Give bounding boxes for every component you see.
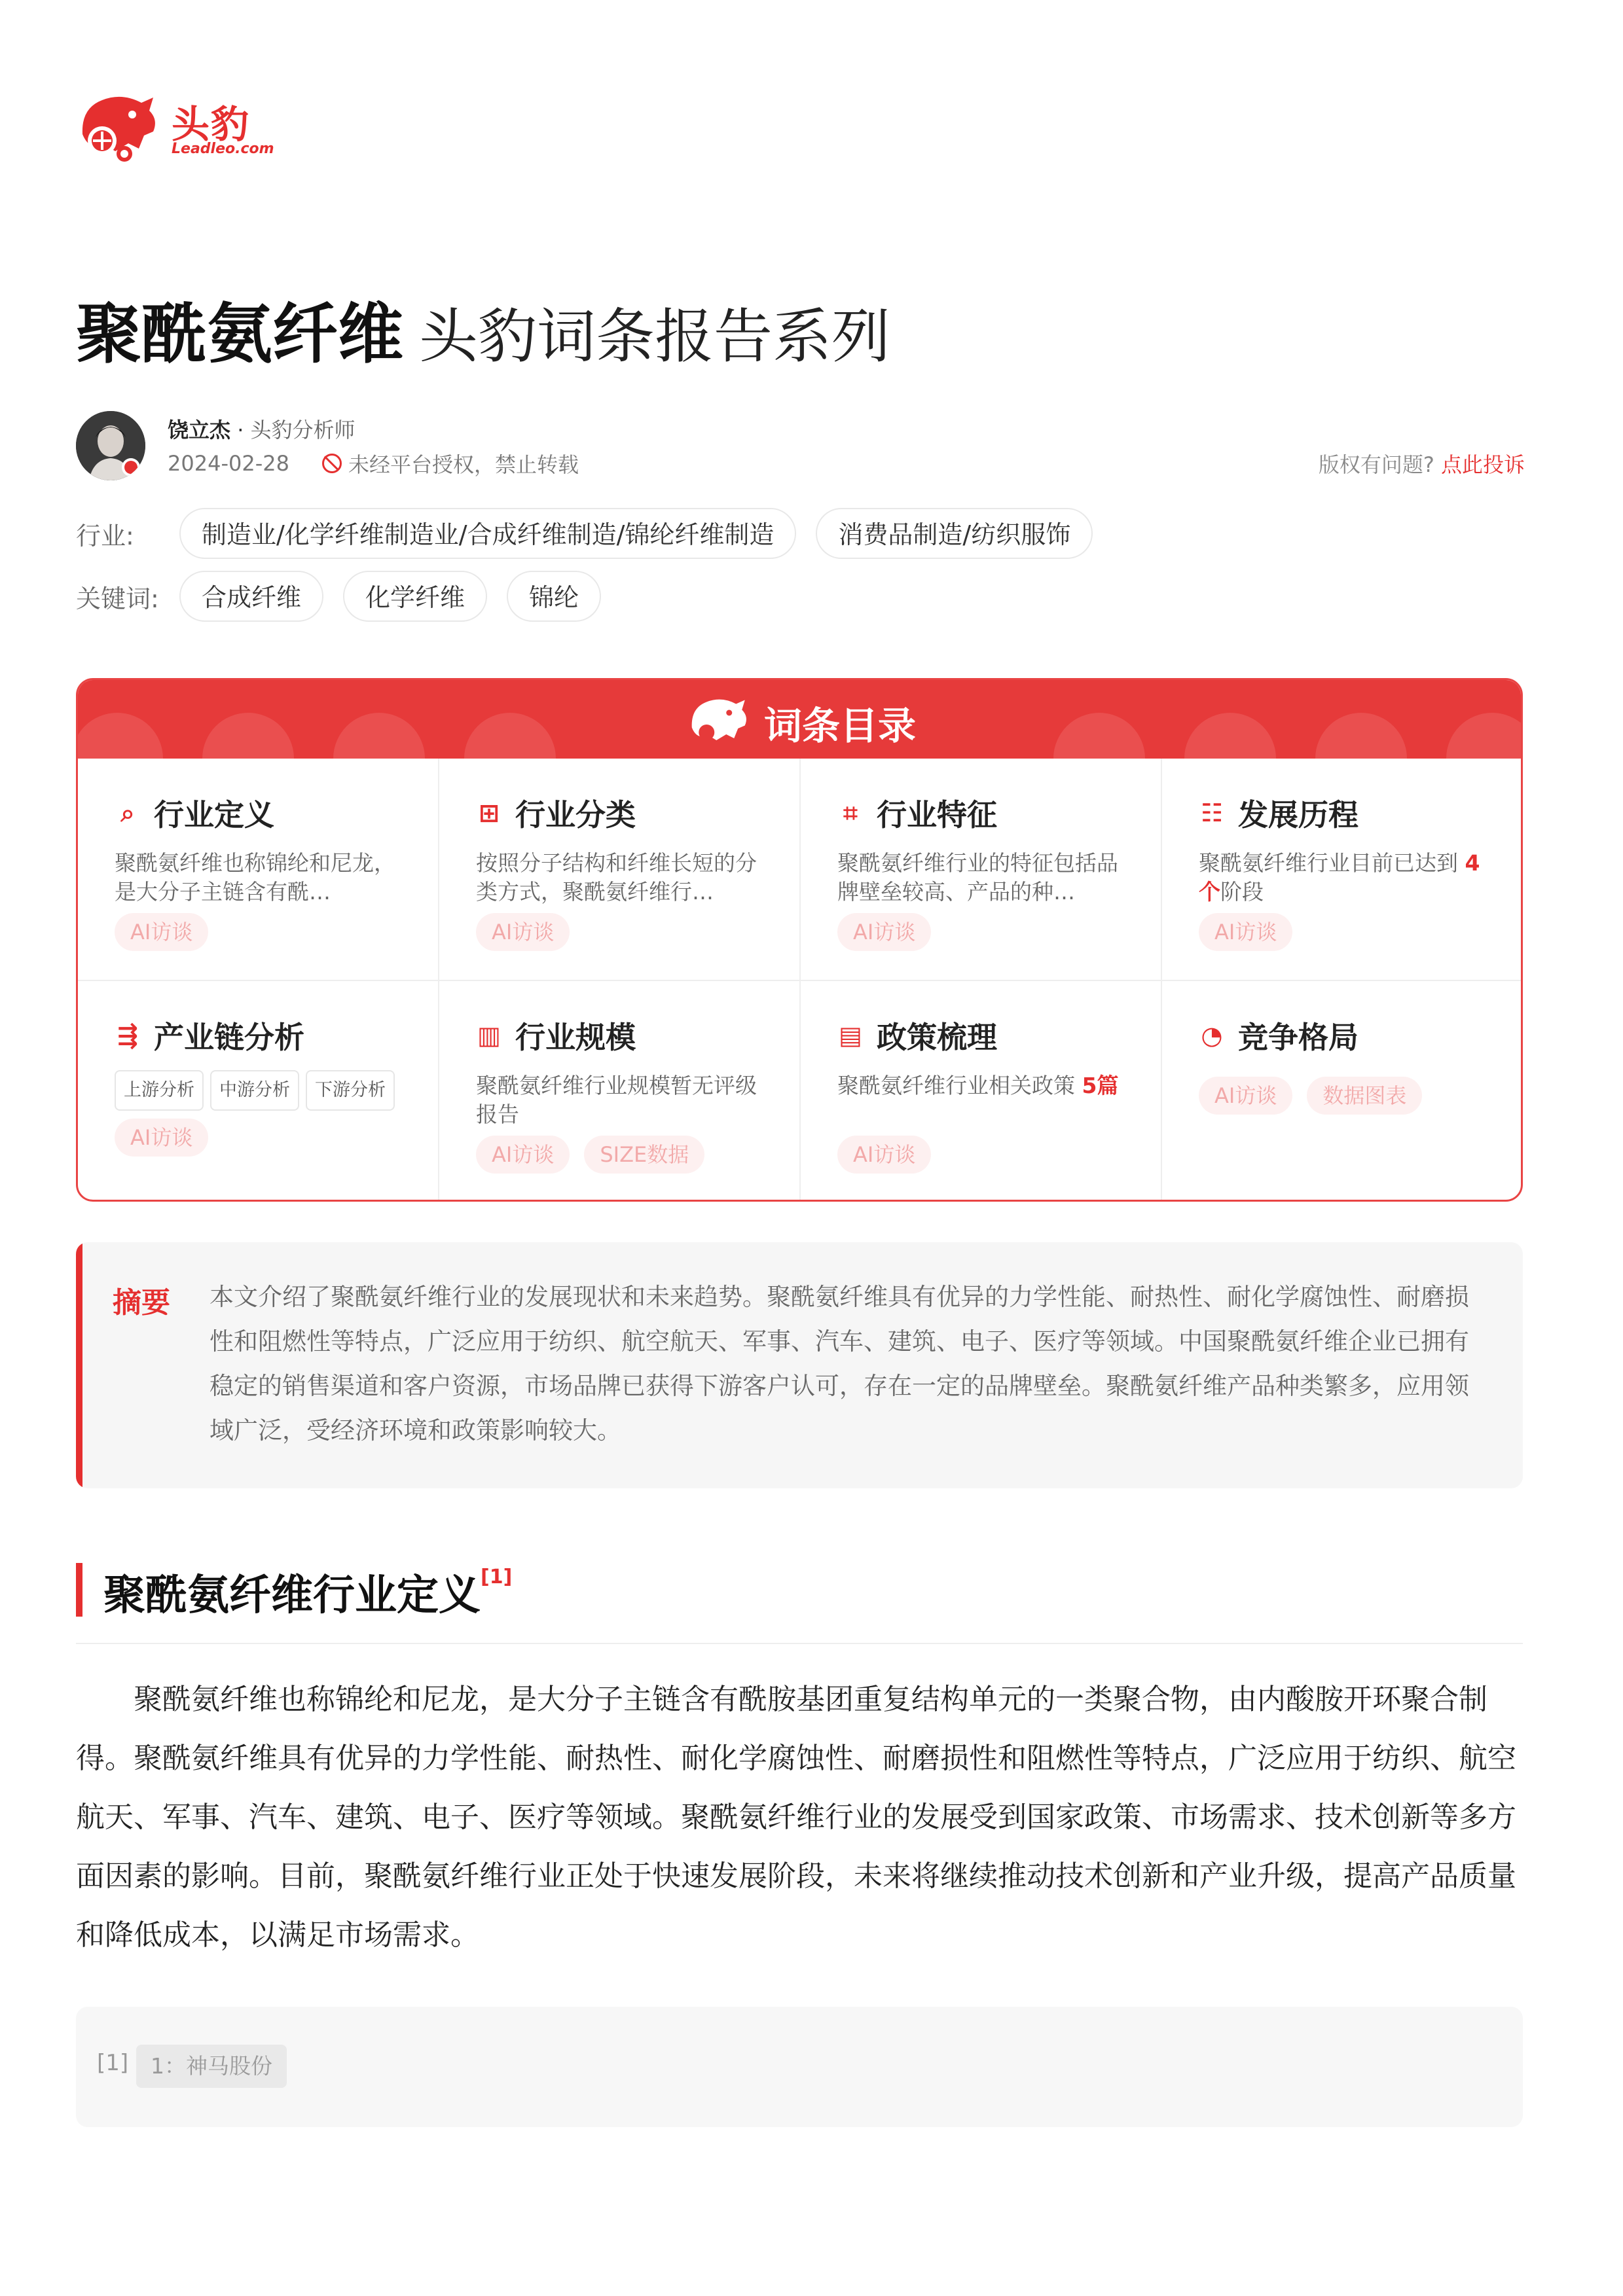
data-chart-pill[interactable]: 数据图表: [1307, 1077, 1422, 1115]
no-repost-icon: [322, 454, 342, 473]
ai-interview-pill[interactable]: AI访谈: [1199, 1077, 1292, 1115]
page-title: [76, 281, 890, 376]
summary-label: 摘要: [113, 1286, 170, 1319]
timeline-icon: ☷: [1200, 798, 1224, 827]
leopard-logo-icon: [76, 88, 161, 167]
keyword-label: 关键词:: [76, 584, 159, 613]
cell-desc: 聚酰氨纤维行业的特征包括品牌壁垒较高、产品的种…: [837, 850, 1118, 905]
ai-interview-pill[interactable]: AI访谈: [115, 1119, 208, 1157]
policy-count: 5篇: [1082, 1073, 1119, 1098]
ai-interview-pill[interactable]: AI访谈: [1199, 913, 1292, 951]
summary-box: [76, 1242, 1523, 1488]
repost-notice: 未经平台授权，禁止转载: [348, 452, 579, 477]
summary-accent-bar: [76, 1242, 82, 1488]
footnote-ref[interactable]: [1]: [481, 1566, 513, 1588]
downstream-analysis-tag[interactable]: 下游分析: [306, 1070, 395, 1111]
industry-tag[interactable]: 制造业/化学纤维制造业/合成纤维制造/锦纶纤维制造: [179, 508, 796, 559]
copyright-text: 版权有问题?: [1318, 452, 1434, 477]
ai-interview-pill[interactable]: AI访谈: [115, 913, 208, 951]
avatar-image: [76, 411, 145, 480]
ai-interview-pill[interactable]: AI访谈: [837, 913, 931, 951]
cell-title: 竞争格局: [1238, 1020, 1359, 1055]
cell-title: 政策梳理: [877, 1020, 997, 1055]
body-paragraph: 聚酰氨纤维也称锦纶和尼龙，是大分子主链含有酰胺基团重复结构单元的一类聚合物，由内酸胺开环聚合制得。聚酰氨纤维具有优异的力学性能、耐热性、耐化学腐蚀性、耐磨损性和阻燃性等特点，广泛应用于纺织、航空航天、军事、汽车、建筑、电子、医疗等领域。聚酰氨纤维行业的发展受到国家政策、市场需求、技术创新等多方面因素的影响。目前，聚酰氨纤维行业正处于快速发展阶段，未来将继续推动技术创新和产业升级，提高产品质量和降低成本，以满足市场需求。: [76, 1683, 1516, 1952]
policy-doc-icon: ▤: [839, 1021, 862, 1050]
reference-index: [1]: [97, 2050, 129, 2076]
directory-card: [76, 678, 1523, 1202]
cell-desc: 聚酰氨纤维也称锦纶和尼龙，是大分子主链含有酰…: [115, 850, 395, 905]
cell-development-history[interactable]: [1162, 759, 1523, 981]
directory-title-text: 词条目录: [763, 704, 916, 748]
cell-title: 行业定义: [154, 797, 274, 833]
cell-competition[interactable]: [1162, 981, 1523, 1202]
cell-desc: 聚酰氨纤维行业目前已达到 4个阶段: [1199, 850, 1480, 905]
section-title: 聚酰氨纤维行业定义[1]: [103, 1566, 513, 1620]
keyword-tag[interactable]: 合成纤维: [179, 571, 323, 622]
author-role: 头豹分析师: [250, 418, 356, 442]
brand-name: 头豹: [172, 102, 251, 147]
industry-tag[interactable]: 消费品制造/纺织服饰: [816, 508, 1093, 559]
cell-desc: 聚酰氨纤维行业相关政策 5篇: [837, 1073, 1119, 1098]
search-doc-icon: ⌕: [120, 798, 135, 827]
complaint-link[interactable]: 点此投诉: [1440, 452, 1525, 477]
cell-title: 发展历程: [1238, 797, 1359, 833]
keyword-row: [76, 571, 621, 622]
author-name: 饶立杰: [168, 418, 231, 442]
copyright-notice: [1319, 448, 1525, 478]
publish-date: 2024-02-28: [168, 451, 289, 476]
meta-line: [168, 448, 579, 478]
cell-industry-chain[interactable]: [78, 981, 439, 1202]
industry-label: 行业:: [76, 521, 134, 550]
ai-interview-pill[interactable]: AI访谈: [837, 1136, 931, 1174]
keyword-tag[interactable]: 锦纶: [507, 571, 601, 622]
directory-title: [78, 693, 1521, 752]
brand-domain: Leadleo.com: [172, 141, 274, 157]
stage-count: 4个: [1199, 850, 1480, 905]
keyword-tag[interactable]: 化学纤维: [343, 571, 487, 622]
cell-policy-review[interactable]: [801, 981, 1162, 1202]
cell-industry-definition[interactable]: [78, 759, 439, 981]
pie-chart-icon: ◔: [1201, 1021, 1223, 1050]
references-box: [76, 2007, 1523, 2127]
ai-interview-pill[interactable]: AI访谈: [476, 913, 570, 951]
section-heading: [76, 1558, 1523, 1644]
bar-chart-icon: ▥: [477, 1021, 501, 1050]
author-avatar[interactable]: [76, 411, 145, 480]
leopard-logo-icon: [683, 693, 755, 752]
chain-icon: ⇶: [117, 1021, 138, 1050]
industry-row: [76, 508, 1112, 559]
cell-desc: 聚酰氨纤维行业规模暂无评级报告: [476, 1073, 757, 1127]
summary-text: 本文介绍了聚酰氨纤维行业的发展现状和未来趋势。聚酰氨纤维具有优异的力学性能、耐热性、耐化学腐蚀性、耐磨损性和阻燃性等特点，广泛应用于纺织、航空航天、军事、汽车、建筑、电子、医疗等领域。中国聚酰氨纤维企业已拥有稳定的销售渠道和客户资源，市场品牌已获得下游客户认可，存在一定的品牌壁垒。聚酰氨纤维产品种类繁多，应用领域广泛，受经济环境和政策影响较大。: [210, 1283, 1469, 1444]
title-main: 聚酰氨纤维: [76, 296, 403, 372]
midstream-analysis-tag[interactable]: 中游分析: [210, 1070, 299, 1111]
size-data-pill[interactable]: SIZE数据: [584, 1136, 704, 1174]
cell-title: 产业链分析: [154, 1020, 304, 1055]
cell-title: 行业规模: [515, 1020, 636, 1055]
author-separator: ·: [237, 418, 244, 442]
title-sub: 头豹词条报告系列: [419, 302, 890, 371]
upstream-analysis-tag[interactable]: 上游分析: [115, 1070, 204, 1111]
section-accent-bar: [76, 1563, 82, 1617]
hierarchy-icon: ⊞: [479, 798, 500, 827]
cell-industry-classification[interactable]: [439, 759, 801, 981]
cell-desc: 按照分子结构和纤维长短的分类方式，聚酰氨纤维行…: [476, 850, 757, 905]
cell-industry-features[interactable]: [801, 759, 1162, 981]
directory-header: [78, 680, 1521, 759]
author-line: [168, 414, 356, 444]
cell-title: 行业特征: [877, 797, 997, 833]
cell-industry-scale[interactable]: [439, 981, 801, 1202]
brand-logo[interactable]: [76, 88, 274, 167]
reference-item[interactable]: 1：神马股份: [136, 2045, 287, 2088]
ai-interview-pill[interactable]: AI访谈: [476, 1136, 570, 1174]
chip-icon: ⌗: [843, 798, 858, 827]
cell-title: 行业分类: [515, 797, 636, 833]
